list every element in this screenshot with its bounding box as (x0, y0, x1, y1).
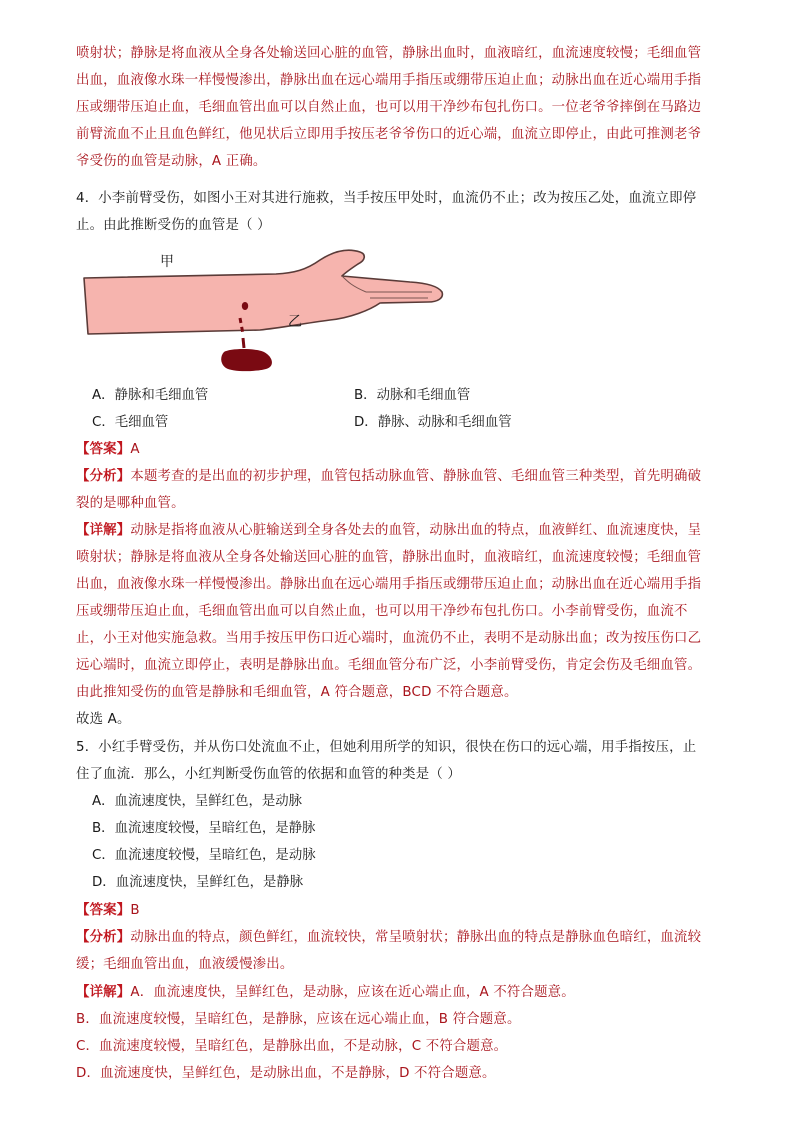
detail-text: 喷射状；静脉是将血液从全身各处输送回心脏的血管，静脉出血时，血液暗红，血流速度较慢；毛细血管 (76, 550, 702, 565)
option-a: A．静脉和毛细血管 (92, 388, 209, 403)
detail-line (76, 521, 701, 541)
blood-drip (243, 338, 244, 348)
option-a: A．血流速度快，呈鲜红色，是动脉 (92, 794, 303, 809)
answer-value: B (130, 903, 140, 918)
text-line: 喷射状；静脉是将血液从全身各处输送回心脏的血管，静脉出血时，血液暗红，血流速度较慢；毛细血管 (76, 46, 702, 61)
question-stem: 止。由此推断受伤的血管是（ ） (76, 218, 271, 233)
option-b: B．动脉和毛细血管 (354, 388, 471, 403)
option-d: D．静脉、动脉和毛细血管 (354, 415, 512, 430)
answer-line (76, 440, 140, 460)
detail-line (76, 983, 575, 1003)
question-stem: 4．小李前臂受伤，如图小王对其进行施救，当手按压甲处时，血流仍不止；改为按压乙处，血流立即停 (76, 191, 697, 206)
detail-text: 压或绷带压迫止血，毛细血管出血可以自然止血，也可以用干净纱布包扎伤口。小李前臂受伤，血流不 (76, 604, 688, 619)
analysis-line (76, 467, 701, 487)
option-d: D．血流速度快，呈鲜红色，是静脉 (92, 875, 304, 890)
label-yi: 乙 (288, 314, 302, 330)
detail-text: 由此推知受伤的血管是静脉和毛细血管，A 符合题意，BCD 不符合题意。 (76, 685, 518, 700)
answer-tag: 【答案】 (76, 442, 131, 457)
analysis-tag: 【分析】 (76, 469, 131, 484)
forearm-bleeding-illustration (80, 248, 452, 376)
detail-text: C．血流速度较慢，呈暗红色，是静脉出血，不是动脉，C 不符合题意。 (76, 1039, 508, 1054)
text-line: 前臂流血不止且血色鲜红，他见状后立即用手按压老爷爷伤口的近心端，血流立即停止，由此可推测老爷 (76, 127, 702, 142)
detail-text: A．血流速度快，呈鲜红色，是动脉，应该在近心端止血，A 不符合题意。 (130, 985, 575, 1000)
analysis-text: 本题考查的是出血的初步护理，血管包括动脉血管、静脉血管、毛细血管三种类型，首先明确破 (130, 469, 702, 484)
question-stem: 5．小红手臂受伤，并从伤口处流血不止，但她利用所学的知识，很快在伤口的远心端，用手指按压，止 (76, 740, 697, 755)
analysis-text: 动脉出血的特点，颜色鲜红，血流较快，常呈喷射状；静脉出血的特点是静脉血色暗红，血流较 (130, 930, 702, 945)
question-stem: 住了血流．那么，小红判断受伤血管的依据和血管的种类是（ ） (76, 767, 461, 782)
option-c: C．毛细血管 (92, 415, 169, 430)
text-line: 爷受伤的血管是动脉，A 正确。 (76, 154, 267, 169)
detail-tag: 【详解】 (76, 523, 131, 538)
answer-tag: 【答案】 (76, 903, 131, 918)
option-b: B．血流速度较慢，呈暗红色，是静脉 (92, 821, 316, 836)
analysis-line (76, 928, 701, 948)
arm-illustration (80, 248, 452, 376)
detail-text: 出血，血液像水珠一样慢慢渗出。静脉出血在远心端用手指压或绷带压迫止血；动脉出血在近心端用手指 (76, 577, 702, 592)
detail-tag: 【详解】 (76, 985, 131, 1000)
conclusion-text: 故选 A。 (76, 712, 131, 727)
detail-text: B．血流速度较慢，呈暗红色，是静脉，应该在远心端止血，B 符合题意。 (76, 1012, 521, 1027)
analysis-text: 裂的是哪种血管。 (76, 496, 185, 511)
label-jia: 甲 (160, 254, 174, 270)
analysis-text: 缓；毛细血管出血，血液缓慢渗出。 (76, 957, 294, 972)
answer-value: A (130, 442, 140, 457)
detail-text: 远心端时，血流立即停止，表明是静脉出血。毛细血管分布广泛，小李前臂受伤，肯定会伤及毛细血管。 (76, 658, 702, 673)
detail-text: 动脉是指将血液从心脏输送到全身各处去的血管，动脉出血的特点，血液鲜红、血流速度快，呈 (130, 523, 702, 538)
text-line: 压或绷带压迫止血，毛细血管出血可以自然止血，也可以用干净纱布包扎伤口。一位老爷爷摔倒在马路边 (76, 100, 702, 115)
answer-line (76, 901, 140, 921)
text-line: 出血，血液像水珠一样慢慢渗出，静脉出血在远心端用手指压或绷带压迫止血；动脉出血在近心端用手指 (76, 73, 702, 88)
detail-text: D．血流速度快，呈鲜红色，是动脉出血，不是静脉，D 不符合题意。 (76, 1066, 496, 1081)
analysis-tag: 【分析】 (76, 930, 131, 945)
blood-pool (221, 349, 272, 371)
option-c: C．血流速度较慢，呈暗红色，是动脉 (92, 848, 316, 863)
wound-mark (242, 302, 248, 310)
detail-text: 止，小王对他实施急救。当用手按压甲伤口近心端时，血流仍不止，表明不是动脉出血；改为按压伤口乙 (76, 631, 702, 646)
